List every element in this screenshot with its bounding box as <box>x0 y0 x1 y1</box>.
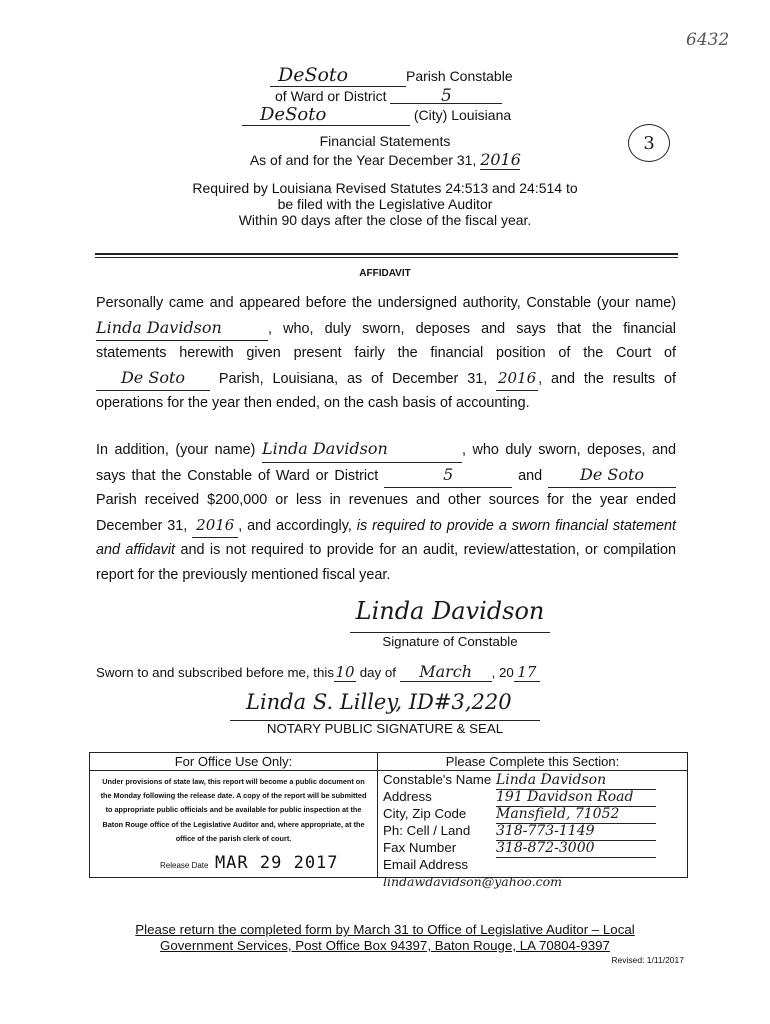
office-use-title: For Office Use Only: <box>90 753 377 771</box>
p2-text-d: , and accordingly, <box>238 517 352 534</box>
affidavit-paragraph-2 <box>96 437 676 587</box>
p1-parish-field: De Soto <box>96 366 210 392</box>
notary-label: NOTARY PUBLIC SIGNATURE & SEAL <box>230 720 540 736</box>
p1-name-field: Linda Davidson <box>96 316 268 342</box>
ward-field: 5 <box>390 89 502 104</box>
city-field: DeSoto <box>242 104 410 126</box>
field-row-fax <box>383 840 683 857</box>
field-row-phone <box>383 823 683 840</box>
p1-text-d: , and the results of operations for the year then ended, on the cash basis of accounting. <box>96 370 676 411</box>
field-label: City, Zip Code <box>383 806 467 821</box>
office-use-box <box>89 752 378 878</box>
fs-title: Financial Statements <box>319 133 451 149</box>
affidavit-paragraph-1 <box>96 291 676 416</box>
header-divider <box>95 253 678 258</box>
field-value: lindawdavidson@yahoo.com <box>383 873 562 889</box>
field-value: Mansfield, 71052 <box>496 806 656 824</box>
p1-text-c: Parish, Louisiana, as of December 31, <box>218 370 488 387</box>
req-line-3: Within 90 days after the close of the fiscal year. <box>238 212 532 228</box>
field-value: 318-872-3000 <box>496 840 656 858</box>
sworn-month-field: March <box>400 662 492 682</box>
field-row-constable-name <box>383 772 683 789</box>
req-line-2: be filed with the Legislative Auditor <box>277 196 493 212</box>
corner-note: 6432 <box>686 30 730 50</box>
signature-label: Signature of Constable <box>350 632 550 649</box>
fs-year-field: 2016 <box>480 150 521 169</box>
complete-section-title: Please Complete this Section: <box>378 753 687 771</box>
field-label: Constable's Name <box>383 772 492 787</box>
field-row-email <box>383 857 683 889</box>
sworn-prefix: Sworn to and subscribed before me, this <box>96 665 334 680</box>
complete-section-box <box>378 752 688 889</box>
circled-number-text: 3 <box>643 133 655 154</box>
field-value: 318-773-1149 <box>496 823 656 841</box>
circled-number <box>628 124 670 162</box>
city-label: (City) Louisiana <box>413 107 512 123</box>
affidavit-title: AFFIDAVIT <box>359 268 411 279</box>
field-value: 191 Davidson Road <box>496 789 656 807</box>
sworn-day-of: day of <box>359 665 396 680</box>
field-row-city-zip <box>383 806 683 823</box>
p2-name-field: Linda Davidson <box>262 437 462 463</box>
fs-period-prefix: As of and for the Year December 31, <box>249 152 477 168</box>
p2-text-and: and <box>518 467 543 484</box>
p2-text-e: and is not required to provide for an audit, review/attestation, or compilation report for the previously mentioned fiscal year. <box>96 542 676 583</box>
p1-text-b: , who, duly sworn, deposes and says that the financial statements herewith given present fairly the financial position of the Court of <box>96 320 676 361</box>
p2-year-field: 2016 <box>192 513 238 539</box>
p2-text-c: Parish received $200,000 or less in revenues and other sources for the year ended December 31, <box>96 492 676 534</box>
p2-ward-field: 5 <box>384 463 512 489</box>
notary-signature: Linda S. Lilley, ID#3,220 <box>246 690 512 714</box>
header-parish-line <box>270 64 570 87</box>
sworn-line <box>96 662 566 682</box>
field-value: Linda Davidson <box>496 772 656 790</box>
field-label: Fax Number <box>383 840 457 855</box>
header-ward-line <box>275 88 535 104</box>
parish-name-field: DeSoto <box>270 64 406 87</box>
p2-text-italic: is required to provide a sworn financial statement and affidavit <box>96 517 677 558</box>
field-row-address <box>383 789 683 806</box>
field-label: Ph: Cell / Land <box>383 823 471 838</box>
release-date-stamp: MAR 29 2017 <box>214 853 339 873</box>
p2-text-b: , who duly sworn, deposes, and says that the Constable of Ward or District <box>96 442 677 484</box>
revised-date: Revised: 1/11/2017 <box>611 955 684 965</box>
sworn-year-field: 17 <box>514 663 540 682</box>
release-date-row <box>160 853 339 873</box>
p2-text-a: In addition, (your name) <box>96 442 256 458</box>
constable-signature: Linda Davidson <box>355 597 545 625</box>
sworn-year-prefix: , 20 <box>491 665 514 680</box>
ward-label: of Ward or District <box>275 88 387 104</box>
office-use-notice: Under provisions of state law, this report will become a public document on the Monday following the release date. A copy of the report will be submitted to appropriate public officials and be available for public inspection at the Baton Rouge office of the Legislative Auditor and, where appropriate, at the office of the parish clerk of court. <box>100 777 367 843</box>
footer-line-1: Please return the completed form by March 31 to Office of Legislative Auditor – Local <box>135 922 635 937</box>
field-label: Address <box>383 789 432 804</box>
field-label: Email Address <box>383 857 468 872</box>
fs-period <box>215 150 555 170</box>
header-city-line <box>242 104 542 126</box>
field-row <box>383 772 683 889</box>
p1-text-a: Personally came and appeared before the undersigned authority, Constable (your name) <box>96 295 676 311</box>
footer-line-2: Government Services, Post Office Box 94397, Baton Rouge, LA 70804-9397 <box>160 938 610 953</box>
p1-year-field: 2016 <box>496 366 538 392</box>
parish-constable-label: Parish Constable <box>406 68 513 84</box>
sworn-day-field: 10 <box>335 663 355 681</box>
release-date-label: Release Date <box>160 861 209 870</box>
req-line-1: Required by Louisiana Revised Statutes 24:513 and 24:514 to <box>192 180 578 196</box>
p2-parish-field: De Soto <box>548 463 676 489</box>
